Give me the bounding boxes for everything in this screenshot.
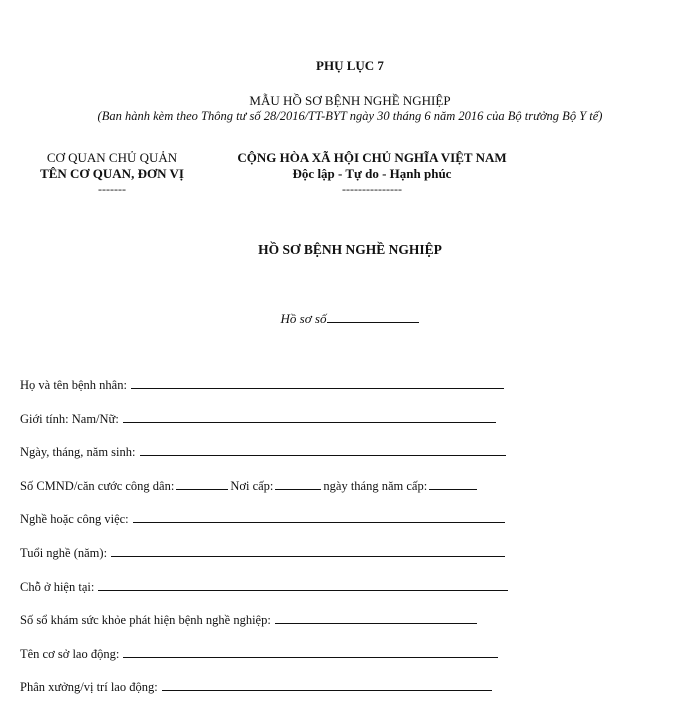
id-date-blank[interactable] (429, 478, 477, 490)
occupation-blank[interactable] (133, 511, 505, 523)
file-number-label: Hồ sơ số (280, 311, 327, 326)
field-gender (20, 411, 680, 445)
id-place-blank[interactable] (275, 478, 321, 490)
form-name: MẪU HỒ SƠ BỆNH NGHỀ NGHIỆP (249, 93, 451, 108)
residence-blank[interactable] (98, 579, 508, 591)
field-id (20, 478, 680, 512)
field-exam-book (20, 612, 680, 646)
field-occupation (20, 511, 680, 545)
motto-separator: --------------- (342, 182, 402, 196)
agency-block (12, 150, 212, 196)
document-title: HỒ SƠ BỆNH NGHỀ NGHIỆP (258, 242, 442, 257)
motto: Độc lập - Tự do - Hạnh phúc (292, 166, 452, 181)
agency-separator: ------- (98, 182, 126, 196)
patient-name-blank[interactable] (131, 377, 504, 389)
appendix-heading: PHỤ LỤC 7 (316, 58, 384, 73)
workshop-blank[interactable] (162, 679, 492, 691)
country-name: CỘNG HÒA XÃ HỘI CHỦ NGHĨA VIỆT NAM (237, 150, 507, 165)
field-label: Nơi cấp: (230, 478, 274, 493)
field-label: Nghề hoặc công việc: (20, 512, 129, 527)
field-label: Số CMND/căn cước công dân: (20, 478, 175, 493)
file-number-blank[interactable] (327, 309, 419, 323)
dob-blank[interactable] (140, 444, 506, 456)
field-label: Tuổi nghề (năm): (20, 545, 108, 560)
field-label: Phân xưởng/vị trí lao động: (20, 680, 158, 695)
field-job-years (20, 545, 680, 579)
national-motto-block (222, 150, 522, 196)
parent-agency: CƠ QUAN CHỦ QUẢN (46, 150, 178, 165)
field-label: ngày tháng năm cấp: (323, 478, 428, 493)
workplace-blank[interactable] (123, 646, 498, 658)
field-label: Ngày, tháng, năm sinh: (20, 445, 136, 460)
field-label: Số sổ khám sức khỏe phát hiện bệnh nghề nghiệp: (20, 613, 271, 628)
exam-book-blank[interactable] (275, 612, 477, 624)
job-years-blank[interactable] (111, 545, 505, 557)
field-workshop (20, 679, 680, 713)
id-number-blank[interactable] (176, 478, 228, 490)
field-label: Họ và tên bệnh nhân: (20, 378, 127, 392)
file-number-row (0, 309, 700, 327)
issued-by-note: (Ban hành kèm theo Thông tư số 28/2016/TT-BYT ngày 30 tháng 6 năm 2016 của Bộ trưởng Bộ Y tế) (97, 109, 603, 123)
field-label: Giới tính: Nam/Nữ: (20, 411, 119, 426)
agency-name: TÊN CƠ QUAN, ĐƠN VỊ (40, 166, 184, 181)
field-label: Tên cơ sở lao động: (20, 646, 120, 661)
gender-blank[interactable] (123, 411, 496, 423)
field-dob (20, 444, 680, 478)
form-fields (20, 377, 680, 713)
field-workplace (20, 646, 680, 680)
field-patient-name (20, 377, 680, 411)
field-residence (20, 579, 680, 613)
field-label: Chỗ ở hiện tại: (20, 579, 95, 594)
